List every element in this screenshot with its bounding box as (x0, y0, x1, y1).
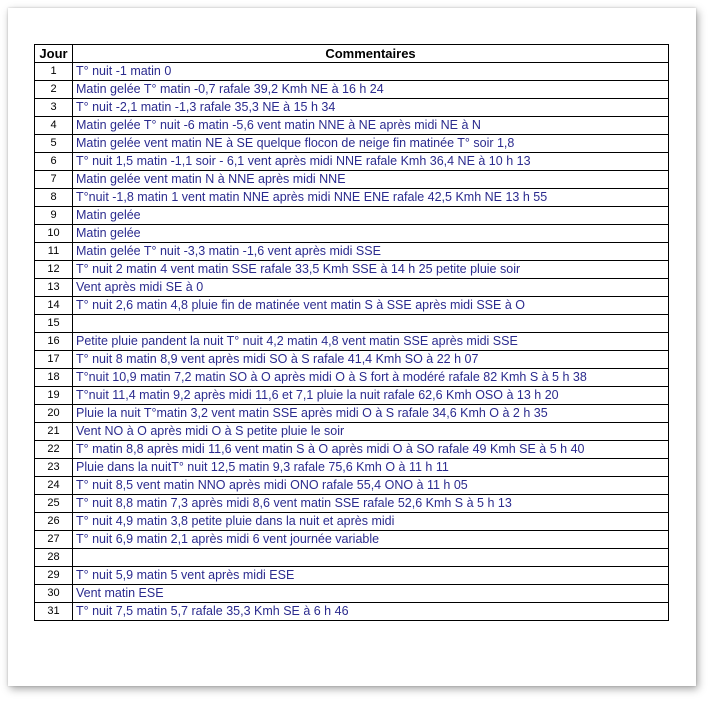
table-row (35, 279, 669, 297)
day-cell: 19 (35, 387, 73, 405)
column-header-day: Jour (35, 45, 73, 63)
day-cell: 9 (35, 207, 73, 225)
comment-cell: Matin gelée vent matin NE à SE quelque flocon de neige fin matinée T° soir 1,8 (73, 135, 669, 153)
day-cell: 8 (35, 189, 73, 207)
comment-cell: T°nuit -1,8 matin 1 vent matin NNE après midi NNE ENE rafale 42,5 Kmh NE 13 h 55 (73, 189, 669, 207)
table-row (35, 207, 669, 225)
day-cell: 28 (35, 549, 73, 567)
day-cell: 10 (35, 225, 73, 243)
table-row (35, 63, 669, 81)
comment-cell: T° nuit 7,5 matin 5,7 rafale 35,3 Kmh SE à 6 h 46 (73, 603, 669, 621)
comment-cell: Matin gelée (73, 225, 669, 243)
day-cell: 12 (35, 261, 73, 279)
table-row (35, 441, 669, 459)
day-cell: 27 (35, 531, 73, 549)
table-row (35, 171, 669, 189)
weather-comments-table-container (34, 44, 668, 621)
day-cell: 26 (35, 513, 73, 531)
table-row (35, 243, 669, 261)
day-cell: 14 (35, 297, 73, 315)
table-row (35, 531, 669, 549)
day-cell: 23 (35, 459, 73, 477)
day-cell: 13 (35, 279, 73, 297)
table-body (35, 63, 669, 621)
comment-cell: Matin gelée vent matin N à NNE après midi NNE (73, 171, 669, 189)
comment-cell: T° nuit 6,9 matin 2,1 après midi 6 vent journée variable (73, 531, 669, 549)
day-cell: 29 (35, 567, 73, 585)
day-cell: 6 (35, 153, 73, 171)
comment-cell: T°nuit 11,4 matin 9,2 après midi 11,6 et 7,1 pluie la nuit rafale 62,6 Kmh OSO à 13 h 20 (73, 387, 669, 405)
table-row (35, 459, 669, 477)
comment-cell (73, 315, 669, 333)
comment-cell: Matin gelée T° nuit -3,3 matin -1,6 vent après midi SSE (73, 243, 669, 261)
day-cell: 11 (35, 243, 73, 261)
table-row (35, 81, 669, 99)
table-row (35, 603, 669, 621)
table-row (35, 99, 669, 117)
comment-cell: T° nuit -2,1 matin -1,3 rafale 35,3 NE à 15 h 34 (73, 99, 669, 117)
table-row (35, 477, 669, 495)
day-cell: 4 (35, 117, 73, 135)
comment-cell: Pluie la nuit T°matin 3,2 vent matin SSE après midi O à S rafale 34,6 Kmh O à 2 h 35 (73, 405, 669, 423)
column-header-comments: Commentaires (73, 45, 669, 63)
day-cell: 3 (35, 99, 73, 117)
table-row (35, 495, 669, 513)
day-cell: 20 (35, 405, 73, 423)
comment-cell: Pluie dans la nuitT° nuit 12,5 matin 9,3 rafale 75,6 Kmh O à 11 h 11 (73, 459, 669, 477)
comment-cell (73, 549, 669, 567)
table-row (35, 117, 669, 135)
table-row (35, 405, 669, 423)
weather-comments-table (34, 44, 669, 621)
comment-cell: Petite pluie pandent la nuit T° nuit 4,2 matin 4,8 vent matin SSE après midi SSE (73, 333, 669, 351)
table-row (35, 261, 669, 279)
comment-cell: T° nuit 8,8 matin 7,3 après midi 8,6 vent matin SSE rafale 52,6 Kmh S à 5 h 13 (73, 495, 669, 513)
comment-cell: Matin gelée T° nuit -6 matin -5,6 vent matin NNE à NE après midi NE à N (73, 117, 669, 135)
table-row (35, 567, 669, 585)
table-row (35, 387, 669, 405)
table-row (35, 135, 669, 153)
comment-cell: T° nuit -1 matin 0 (73, 63, 669, 81)
day-cell: 5 (35, 135, 73, 153)
day-cell: 22 (35, 441, 73, 459)
table-row (35, 549, 669, 567)
table-row (35, 351, 669, 369)
table-row (35, 297, 669, 315)
comment-cell: Matin gelée (73, 207, 669, 225)
comment-cell: Vent après midi SE à 0 (73, 279, 669, 297)
table-row (35, 585, 669, 603)
comment-cell: T° nuit 2 matin 4 vent matin SSE rafale 33,5 Kmh SSE à 14 h 25 petite pluie soir (73, 261, 669, 279)
table-row (35, 513, 669, 531)
comment-cell: T° nuit 4,9 matin 3,8 petite pluie dans la nuit et après midi (73, 513, 669, 531)
day-cell: 16 (35, 333, 73, 351)
table-row (35, 369, 669, 387)
table-header-row (35, 45, 669, 63)
comment-cell: T° matin 8,8 après midi 11,6 vent matin S à O après midi O à SO rafale 49 Kmh SE à 5 h 40 (73, 441, 669, 459)
day-cell: 2 (35, 81, 73, 99)
table-row (35, 225, 669, 243)
comment-cell: Vent NO à O après midi O à S petite pluie le soir (73, 423, 669, 441)
day-cell: 21 (35, 423, 73, 441)
day-cell: 25 (35, 495, 73, 513)
day-cell: 7 (35, 171, 73, 189)
day-cell: 1 (35, 63, 73, 81)
comment-cell: T°nuit 10,9 matin 7,2 matin SO à O après midi O à S fort à modéré rafale 82 Kmh S à 5 h 38 (73, 369, 669, 387)
table-row (35, 315, 669, 333)
comment-cell: T° nuit 2,6 matin 4,8 pluie fin de matinée vent matin S à SSE après midi SSE à O (73, 297, 669, 315)
comment-cell: T° nuit 8 matin 8,9 vent après midi SO à S rafale 41,4 Kmh SO à 22 h 07 (73, 351, 669, 369)
comment-cell: T° nuit 5,9 matin 5 vent après midi ESE (73, 567, 669, 585)
comment-cell: Matin gelée T° matin -0,7 rafale 39,2 Kmh NE à 16 h 24 (73, 81, 669, 99)
comment-cell: T° nuit 1,5 matin -1,1 soir - 6,1 vent après midi NNE rafale Kmh 36,4 NE à 10 h 13 (73, 153, 669, 171)
day-cell: 24 (35, 477, 73, 495)
comment-cell: Vent matin ESE (73, 585, 669, 603)
day-cell: 30 (35, 585, 73, 603)
comment-cell: T° nuit 8,5 vent matin NNO après midi ONO rafale 55,4 ONO à 11 h 05 (73, 477, 669, 495)
day-cell: 18 (35, 369, 73, 387)
table-row (35, 333, 669, 351)
table-row (35, 189, 669, 207)
day-cell: 31 (35, 603, 73, 621)
table-row (35, 153, 669, 171)
day-cell: 15 (35, 315, 73, 333)
table-row (35, 423, 669, 441)
day-cell: 17 (35, 351, 73, 369)
